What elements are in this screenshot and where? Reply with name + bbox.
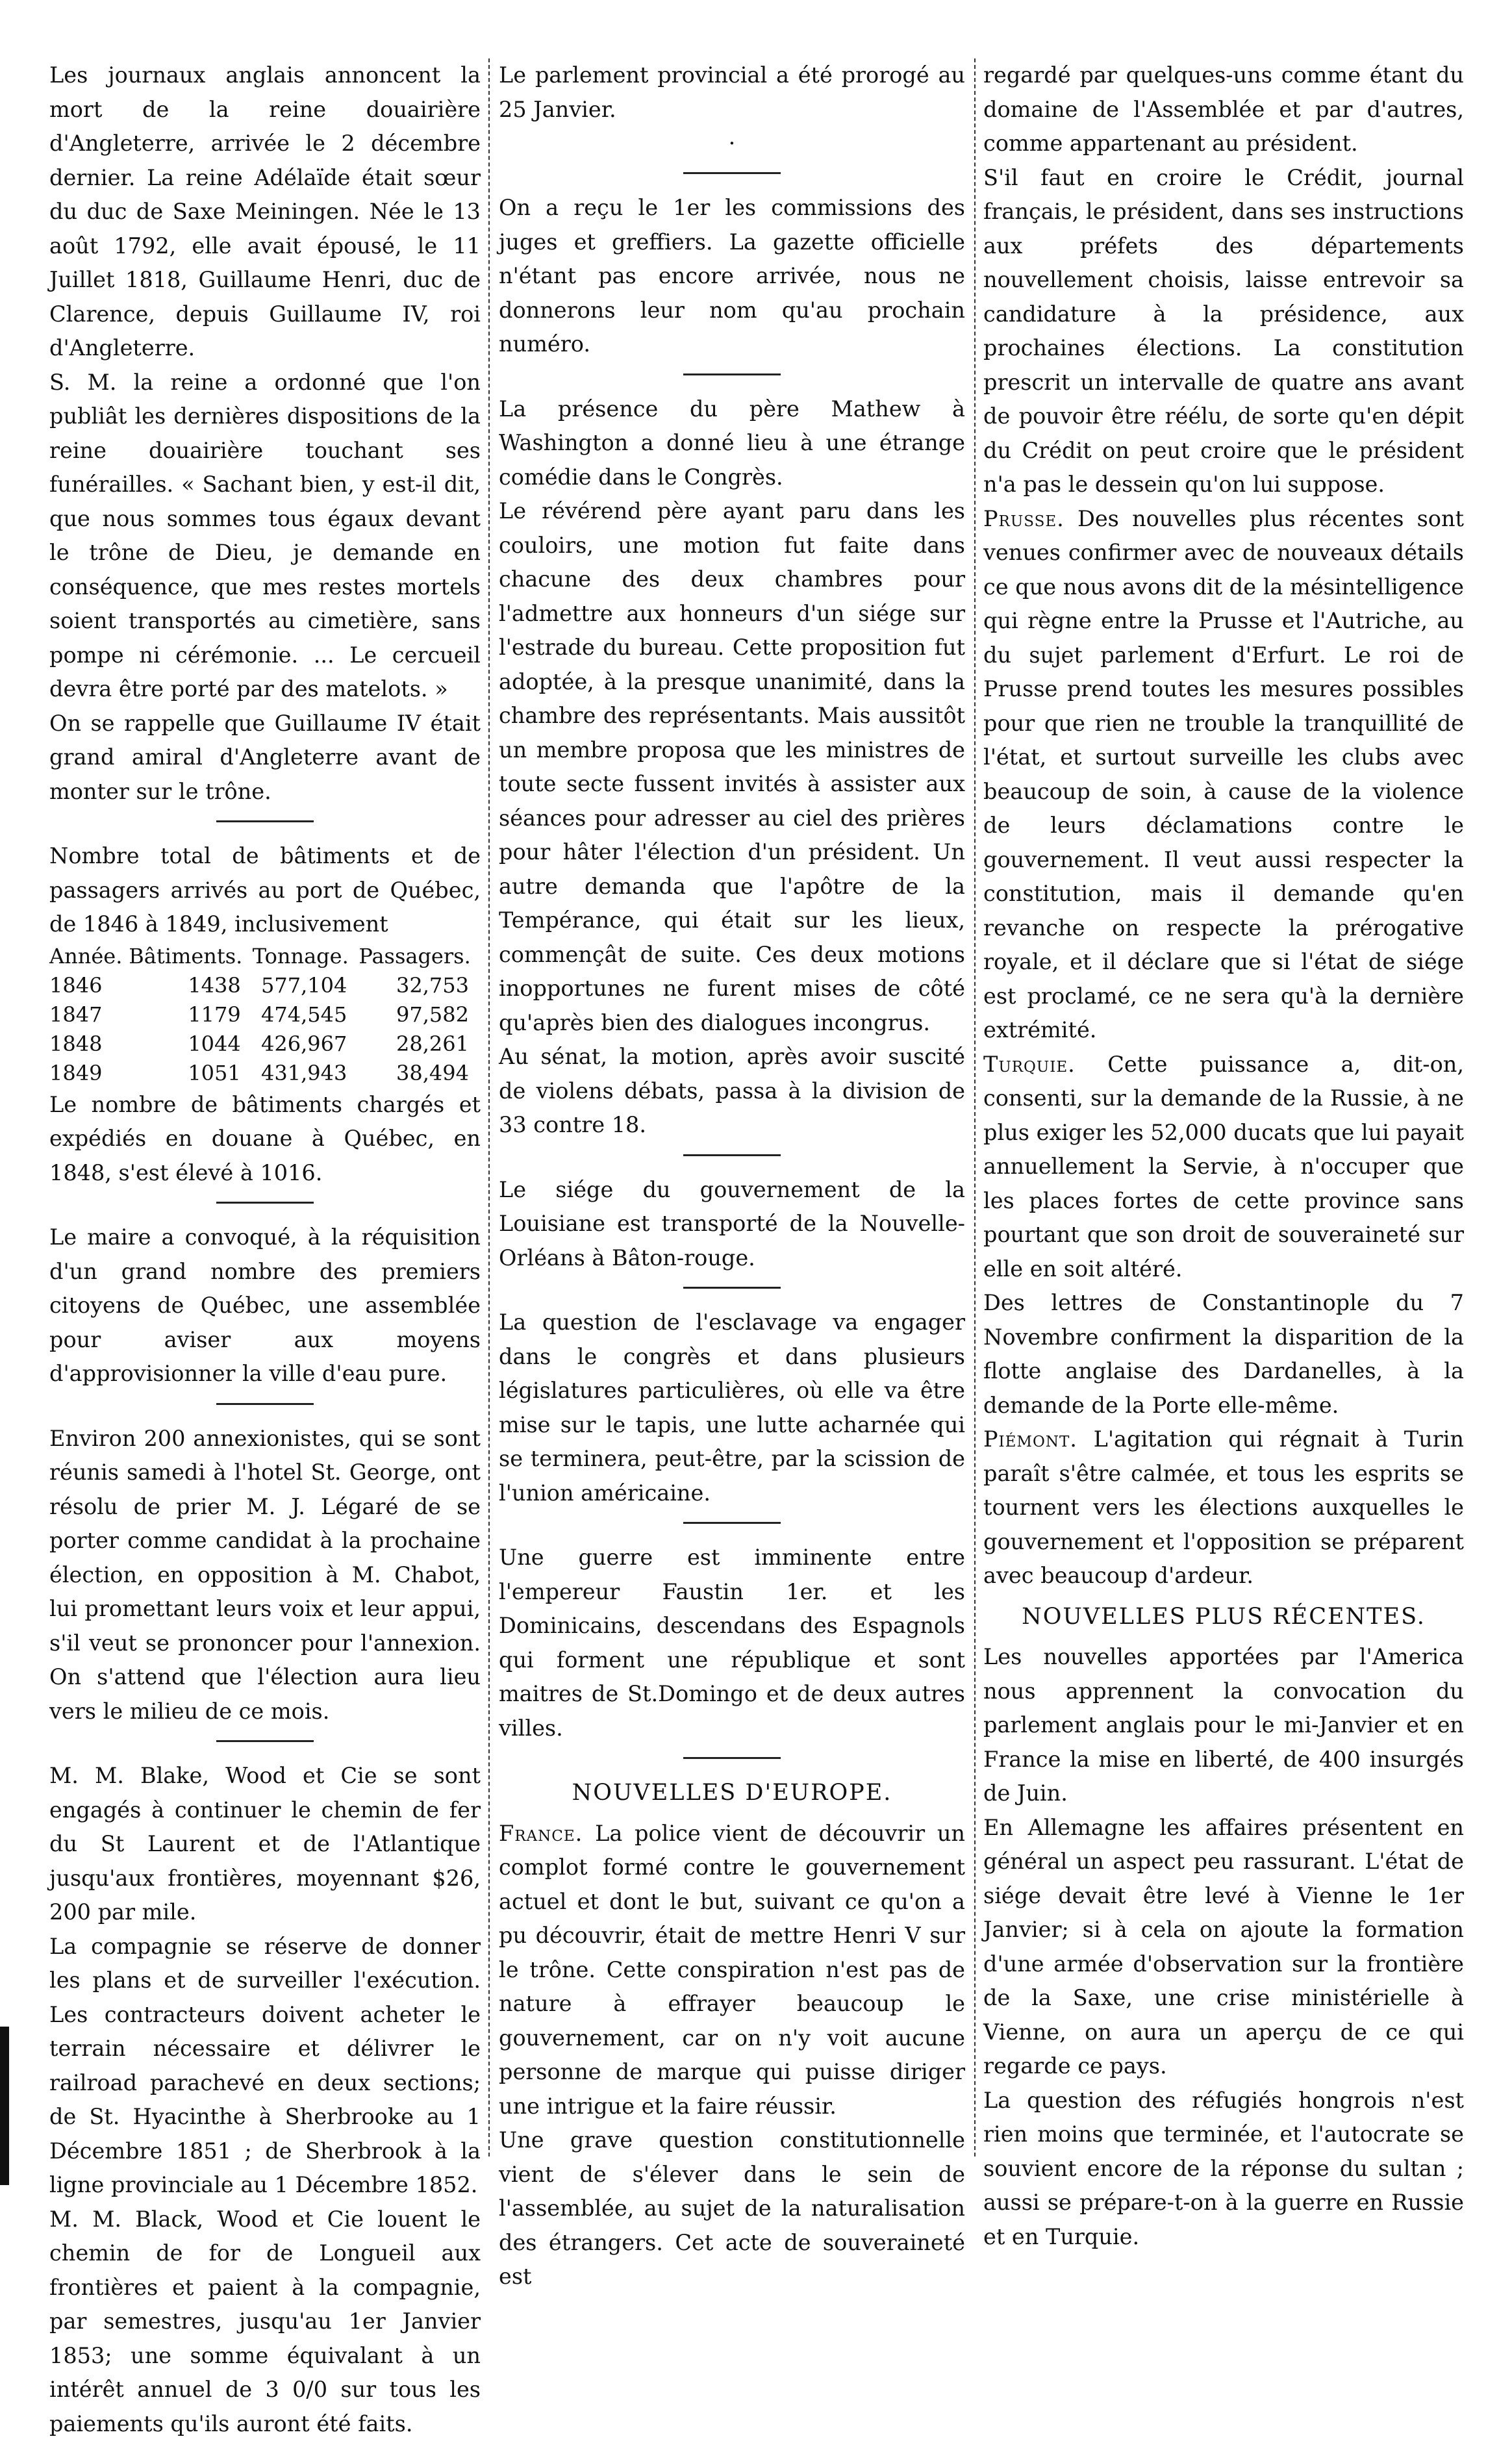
article-france-plot-text: La police vient de découvrir un complot formé contre le gouvernement actuel et dont le but, suivant ce qu'on a pu découvrir, était de mettre Henri V sur le trône. Cette conspiration n'est pas de nature à effrayer beaucoup le gouvernement, car on n'y voit aucune personne de marque qui puisse diriger une intrigue et la faire réussir. <box>499 1821 965 2119</box>
article-parliament-prorogued: Le parlement provincial a été prorogé au 25 Janvier. <box>499 58 965 127</box>
table-cell: 426,967 <box>253 1030 359 1059</box>
table-header-cell: Bâtiments. <box>129 942 252 971</box>
table-cell: 474,545 <box>253 1000 359 1030</box>
table-header-cell: Année. <box>49 942 129 971</box>
article-judges-commissions: On a reçu le 1er les commissions des juges et greffiers. La gazette officielle n'étant pas encore arrivée, nous ne donnerons leur nom qu'au prochain numéro. <box>499 191 965 362</box>
section-separator <box>216 1740 314 1742</box>
article-germany: En Allemagne les affaires présentent en général un aspect peu rassurant. L'état de siége devait être levé à Vienne le 1er Janvier; si à cela on ajoute la formation d'une armée d'observation sur la frontière de la Saxe, une crise ministérielle à Vienne, on aura un aperçu de ce qui regarde ce pays. <box>983 1811 1464 2084</box>
article-turkey <box>983 1048 1464 1287</box>
article-william-iv: On se rappelle que Guillaume IV était grand amiral d'Angleterre avant de monter sur le trône. <box>49 707 481 809</box>
article-louisiana-seat: Le siége du gouvernement de la Louisiane est transporté de la Nouvelle-Orléans à Bâton-rouge. <box>499 1173 965 1276</box>
section-separator <box>683 1522 781 1524</box>
table-row <box>49 1000 481 1030</box>
article-constantinople: Des lettres de Constantinople du 7 Novembre confirment la disparition de la flotte anglaise des Dardanelles, à la demande de la Porte elle-même. <box>983 1286 1464 1423</box>
ornament-dot: · <box>499 127 965 160</box>
table-cell: 431,943 <box>253 1059 359 1088</box>
article-queen-dowager-death: Les journaux anglais annoncent la mort de la reine douairière d'Angleterre, arrivée le 2 décembre dernier. La reine Adélaïde était sœur du duc de Saxe Meiningen. Née le 13 août 1792, elle avait épousé, le 11 Juillet 1818, Guillaume Henri, duc de Clarence, depuis Guillaume IV, roi d'Angleterre. <box>49 58 481 366</box>
article-president-candidacy: S'il faut en croire le Crédit, journal français, le président, dans ses instructions aux préfets des départements nouvellement choisis, laisse entrevoir sa candidature à la présidence, aux prochaines élections. La constitution prescrit un intervalle de quatre ans avant de pouvoir être réélu, de sorte qu'en dépit du Crédit on peut croire que le président n'a pas le dessein qu'on lui suppose. <box>983 161 1464 502</box>
table-row <box>49 1059 481 1088</box>
article-faustin-war: Une guerre est imminente entre l'empereur Faustin 1er. et les Dominicains, descendans des Espagnols qui forment une république et sont maitres de St.Domingo et de deux autres villes. <box>499 1541 965 1745</box>
article-naturalisation-continued: regardé par quelques-uns comme étant du domaine de l'Assemblée et par d'autres, comme appartenant au président. <box>983 58 1464 161</box>
section-separator <box>683 1757 781 1759</box>
article-prussia-text: Des nouvelles plus récentes sont venues confirmer avec de nouveaux détails ce que nous avons dit de la mésintelligence qui règne entre la Prusse et l'Autriche, au du sujet parlement d'Erfurt. Le roi de Prusse prend toutes les mesures possibles pour que rien ne trouble la tranquillité de l'état, et surtout surveille les clubs avec beaucoup de soin, à cause de la violence de leurs déclamations contre le gouvernement. Il veut aussi respecter la constitution, mais il demande qu'en revanche on respecte la prérogative royale, et il déclare que si l'état de siége est proclamé, ce ne sera qu'à la dernière extrémité. <box>983 506 1464 1043</box>
article-congress-motion: Le révérend père ayant paru dans les couloirs, une motion fut faite dans chacune des deux chambres pour l'admettre aux honneurs d'un siége sur l'estrade du bureau. Cette proposition fut adoptée, à la presque unanimité, dans la chambre des représentants. Mais aussitôt un membre proposa que les ministres de toute secte fussent invités à assister aux séances pour adresser au ciel des prières pour hâter l'élection d'un président. Un autre demanda que l'apôtre de la Tempérance, qui était sur les lieux, commençât de suite. Ces deux motions inopportunes ne furent mises de côté qu'après bien des dialogues incongrus. <box>499 494 965 1040</box>
scan-edge-shadow <box>0 2027 9 2185</box>
article-quebec-port-stats-intro: Nombre total de bâtiments et de passagers arrivés au port de Québec, de 1846 à 1849, inclusivement <box>49 839 481 942</box>
article-annexionists: Environ 200 annexionistes, qui se sont réunis samedi à l'hotel St. George, ont résolu de prier M. J. Légaré de se porter comme candidat à la prochaine élection, en opposition à M. Chabot, lui promettant leurs voix et leur appui, s'il veut se prononcer pour l'annexion. On s'attend que l'élection aura lieu vers le milieu de ce mois. <box>49 1422 481 1729</box>
section-separator <box>216 1202 314 1204</box>
article-france-plot <box>499 1817 965 2124</box>
column-rule-2 <box>974 58 976 2156</box>
section-heading-recent-news: NOUVELLES PLUS RÉCENTES. <box>983 1600 1464 1634</box>
section-heading-europe: NOUVELLES D'EUROPE. <box>499 1776 965 1810</box>
table-cell: 577,104 <box>253 971 359 1000</box>
table-header-cell: Tonnage. <box>253 942 359 971</box>
quebec-port-stats-table <box>49 942 481 1088</box>
table-cell: 1179 <box>129 1000 252 1030</box>
section-separator <box>683 1154 781 1156</box>
country-lead-turkey: Turquie. <box>983 1052 1076 1077</box>
table-cell: 97,582 <box>359 1000 481 1030</box>
article-mayor-meeting: Le maire a convoqué, à la réquisition d'un grand nombre des premiers citoyens de Québec, une assemblée pour aviser aux moyens d'approvisionner la ville d'eau pure. <box>49 1220 481 1391</box>
table-header-row <box>49 942 481 971</box>
table-cell: 1051 <box>129 1059 252 1088</box>
column-rule-1 <box>488 58 490 2156</box>
table-cell: 32,753 <box>359 971 481 1000</box>
table-cell: 1438 <box>129 971 252 1000</box>
article-turkey-text: Cette puissance a, dit-on, consenti, sur la demande de la Russie, à ne plus exiger les 52,000 ducats que lui payait annuellement la Servie, à n'occuper que les places fortes de cette province sans pourtant que son droit de souveraineté sur elle en soit altéré. <box>983 1052 1464 1282</box>
table-cell: 1849 <box>49 1059 129 1088</box>
section-separator <box>216 820 314 822</box>
column-2 <box>499 58 965 2169</box>
country-lead-prussia: Prusse. <box>983 506 1065 531</box>
column-1 <box>49 58 481 2169</box>
section-separator <box>216 1403 314 1405</box>
table-cell: 38,494 <box>359 1059 481 1088</box>
article-naturalisation: Une grave question constitutionnelle vient de s'élever dans le sein de l'assemblée, au sujet de la naturalisation des étrangers. Cet acte de souveraineté est <box>499 2123 965 2294</box>
table-cell: 28,261 <box>359 1030 481 1059</box>
table-row <box>49 1030 481 1059</box>
column-3 <box>983 58 1464 2169</box>
article-railroad-company: La compagnie se réserve de donner les plans et de surveiller l'exécution. Les contracteurs doivent acheter le terrain nécessaire et délivrer le railroad parachevé en deux sections; de St. Hyacinthe à Sherbrooke au 1 Décembre 1851 ; de Sherbrook à la ligne provinciale au 1 Décembre 1852. <box>49 1930 481 2203</box>
section-separator <box>683 373 781 375</box>
article-piedmont-text: L'agitation qui régnait à Turin paraît s'être calmée, et tous les esprits se tournent vers les élections auxquelles le gouvernement et l'opposition se préparent avec beaucoup d'ardeur. <box>983 1426 1464 1588</box>
article-senate-vote: Au sénat, la motion, après avoir suscité de violens débats, passa à la division de 33 contre 18. <box>499 1040 965 1143</box>
country-lead-piedmont: Piémont. <box>983 1426 1077 1452</box>
article-prussia <box>983 502 1464 1048</box>
article-father-mathew: La présence du père Mathew à Washington a donné lieu à une étrange comédie dans le Congrès. <box>499 392 965 495</box>
article-railroad-contract: M. M. Blake, Wood et Cie se sont engagés à continuer le chemin de fer du St Laurent et de l'Atlantique jusqu'aux frontières, moyennant $26, 200 par mile. <box>49 1759 481 1930</box>
table-cell: 1847 <box>49 1000 129 1030</box>
article-piedmont <box>983 1423 1464 1593</box>
article-hungarian-refugees: La question des réfugiés hongrois n'est rien moins que terminée, et l'autocrate se souvient encore de la réponse du sultan ; aussi se prépare-t-on à la guerre en Russie et en Turquie. <box>983 2084 1464 2255</box>
section-separator <box>683 172 781 174</box>
article-slavery-question: La question de l'esclavage va engager dans le congrès et dans plusieurs législatures particulières, où elle va être mise sur le tapis, une lutte acharnée qui se terminera, peut-être, par la scission de l'union américaine. <box>499 1306 965 1510</box>
article-funeral-wishes: S. M. la reine a ordonné que l'on publiât les dernières dispositions de la reine douairière touchant ses funérailles. « Sachant bien, y est-il dit, que nous sommes tous égaux devant le trône de Dieu, je demande en conséquence, que mes restes mortels soient transportés au cimetière, sans pompe ni cérémonie. ... Le cercueil devra être porté par des matelots. » <box>49 366 481 707</box>
article-ships-cleared: Le nombre de bâtiments chargés et expédiés en douane à Québec, en 1848, s'est élevé à 1016. <box>49 1088 481 1191</box>
table-header-cell: Passagers. <box>359 942 481 971</box>
table-cell: 1846 <box>49 971 129 1000</box>
table-cell: 1044 <box>129 1030 252 1059</box>
country-lead-france: France. <box>499 1821 583 1846</box>
section-separator <box>683 1287 781 1289</box>
article-longueuil-railroad: M. M. Black, Wood et Cie louent le chemin de for de Longueil aux frontières et paient à la compagnie, par semestres, jusqu'au 1er Janvier 1853; une somme équivalant à un intérêt annuel de 3 0/0 sur tous les paiements qu'ils auront été faits. <box>49 2203 481 2441</box>
article-america-news: Les nouvelles apportées par l'America nous apprennent la convocation du parlement anglais pour le mi-Janvier et en France la mise en liberté, de 400 insurgés de Juin. <box>983 1640 1464 1811</box>
table-cell: 1848 <box>49 1030 129 1059</box>
table-row <box>49 971 481 1000</box>
